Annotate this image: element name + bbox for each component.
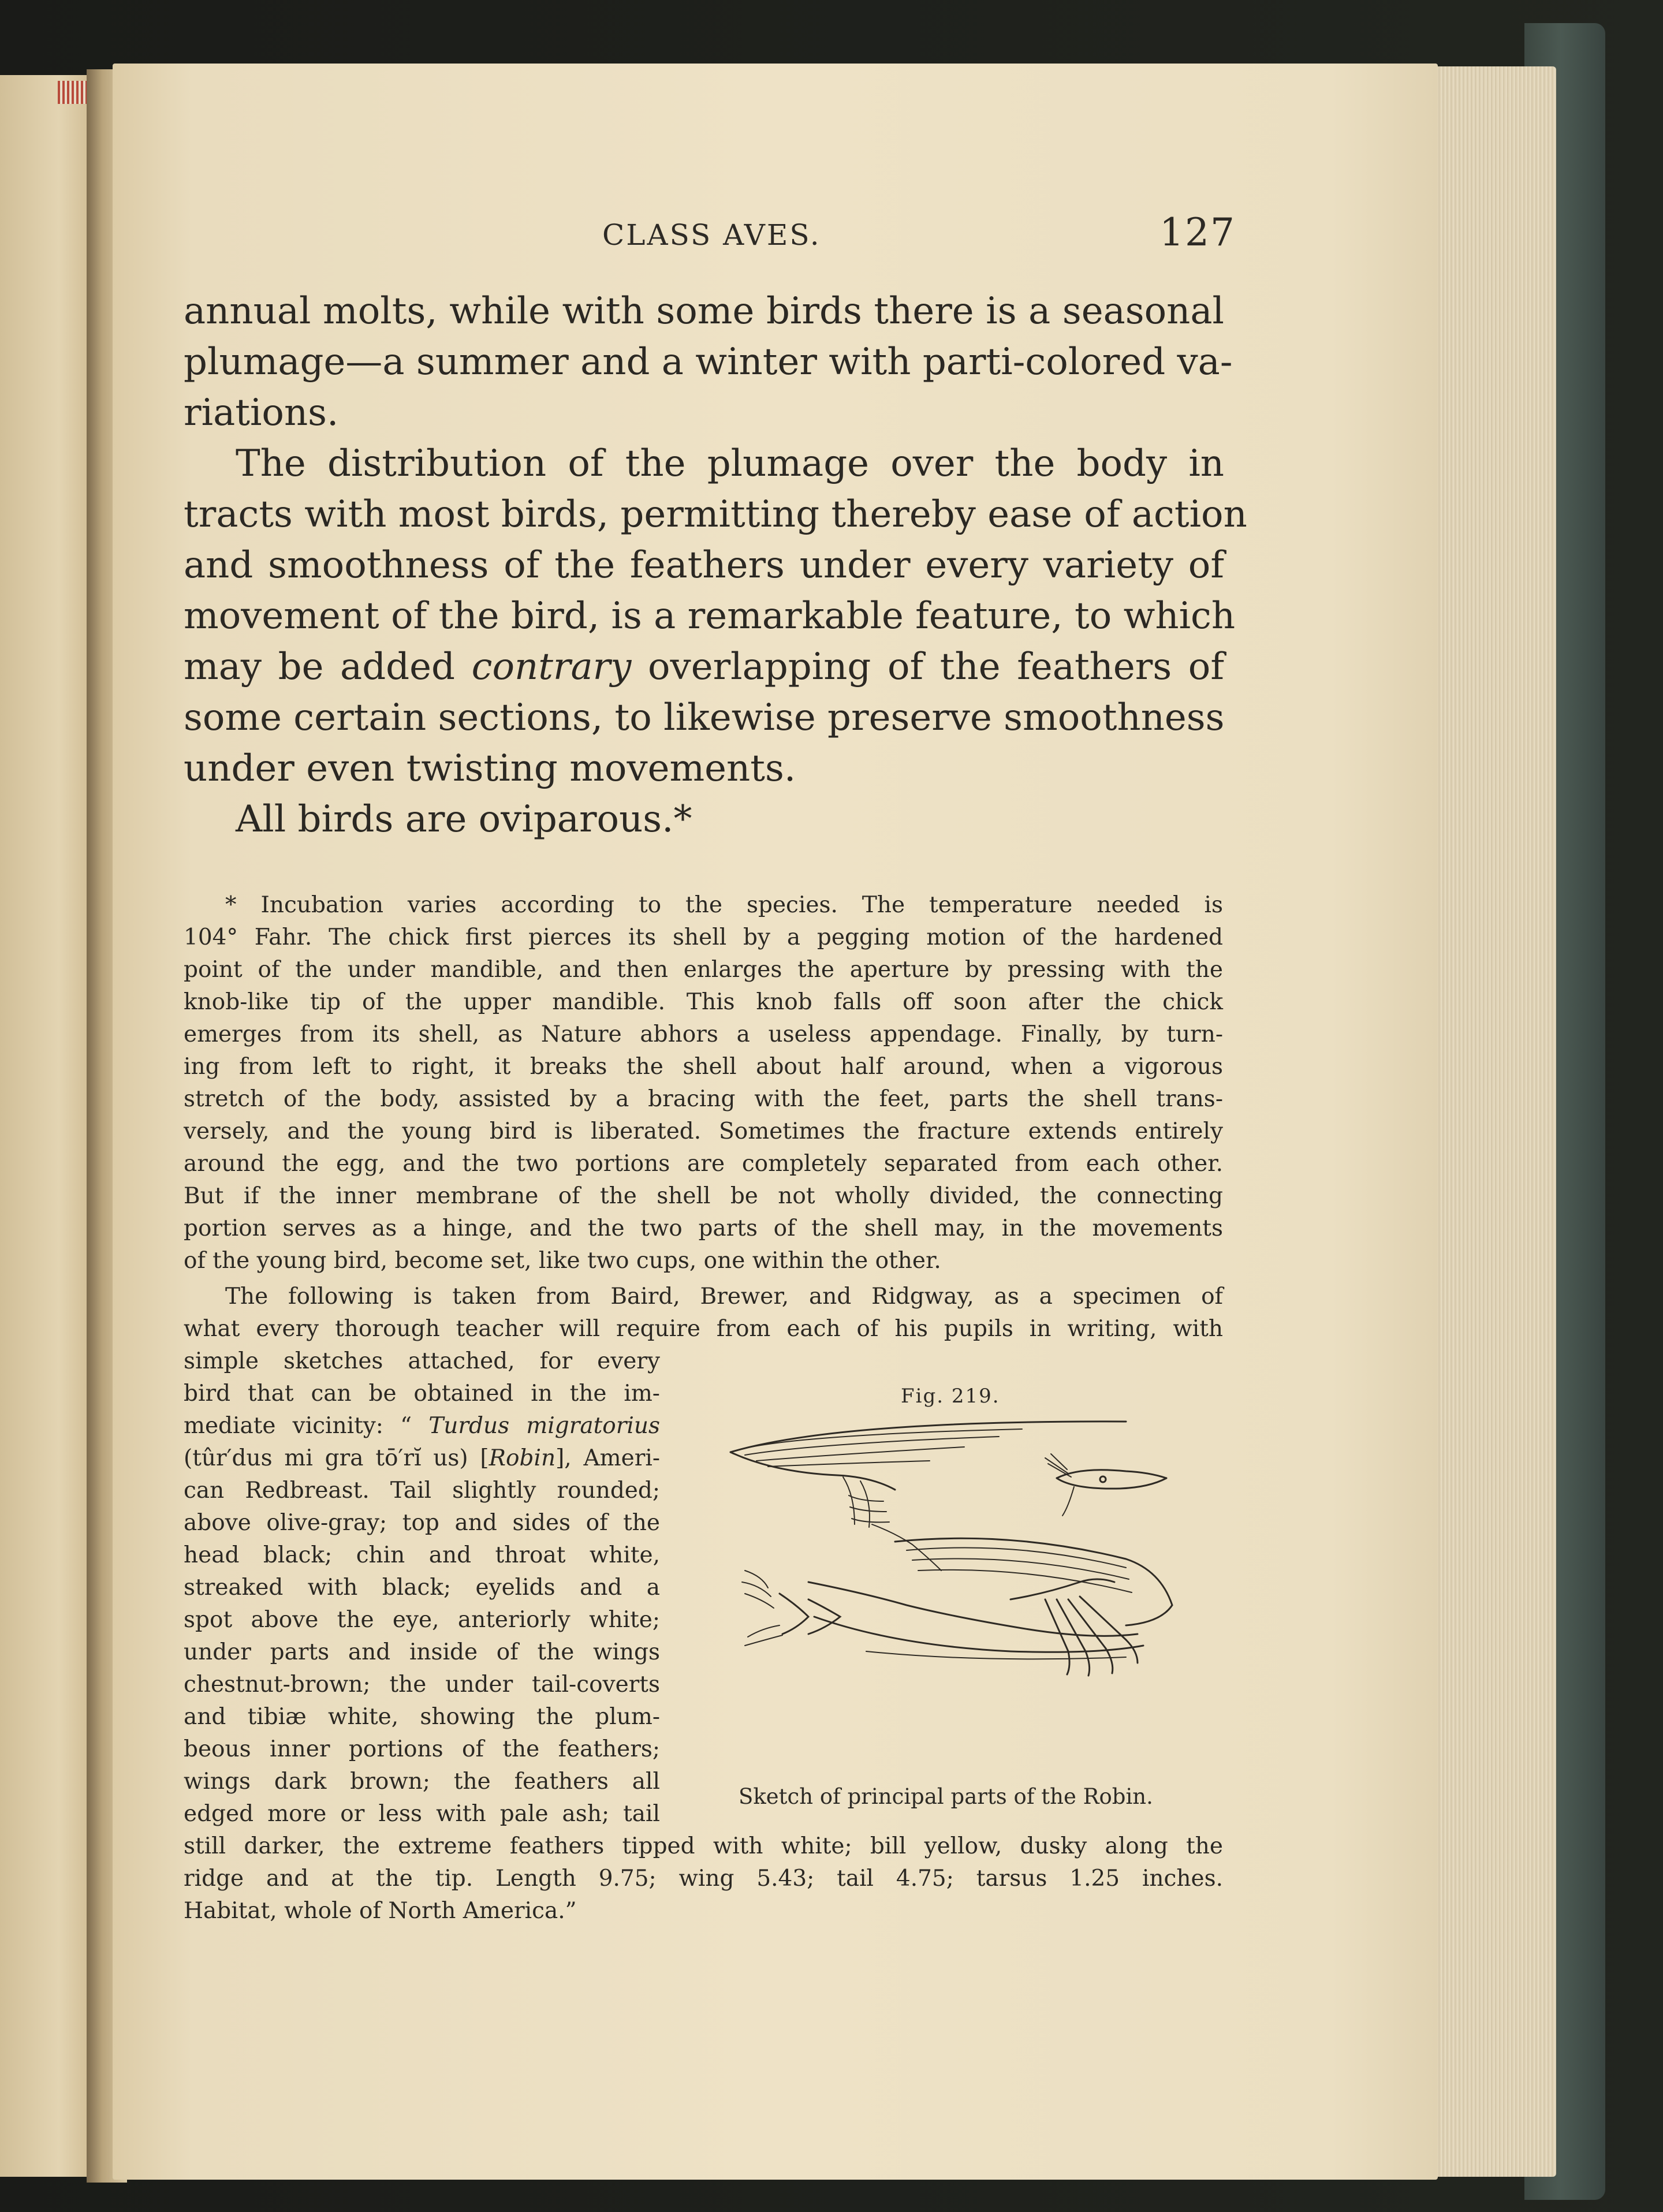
- footnote-line: above olive-gray; top and sides of the: [184, 1510, 660, 1536]
- footnote-line: stretch of the body, assisted by a bracing with the feet, parts the shell trans-: [184, 1086, 1223, 1112]
- footnote-line: under parts and inside of the wings: [184, 1639, 660, 1665]
- running-title: CLASS AVES.: [602, 218, 821, 252]
- text-span: mediate vicinity: “: [184, 1413, 429, 1439]
- footnote-line: still darker, the extreme feathers tipped with white; bill yellow, dusky along the: [184, 1833, 1223, 1859]
- italic-species: Turdus migratorius: [428, 1413, 660, 1439]
- body-line: plumage—a summer and a winter with parti-colored va-: [184, 341, 1233, 383]
- footnote-line: streaked with black; eyelids and a: [184, 1575, 660, 1601]
- body-line: [184, 641, 1224, 692]
- body-line: tracts with most birds, permitting thereby ease of action: [184, 493, 1247, 536]
- footnote-line: versely, and the young bird is liberated. Sometimes the fracture extends entirely: [184, 1118, 1223, 1144]
- facing-page: [0, 75, 98, 2177]
- body-line: and smoothness of the feathers under every variety of: [184, 544, 1224, 587]
- body-line: some certain sections, to likewise preserve smoothness: [184, 696, 1225, 739]
- footnote-line: The following is taken from Baird, Brewer, and Ridgway, as a specimen of: [225, 1284, 1223, 1310]
- footnote-line: head black; chin and throat white,: [184, 1542, 660, 1568]
- text-span: overlapping of the feathers of: [631, 646, 1225, 688]
- page-number: 127: [1159, 210, 1236, 255]
- footnote-line: ridge and at the tip. Length 9.75; wing 5.43; tail 4.75; tarsus 1.25 inches.: [184, 1866, 1223, 1892]
- body-line: annual molts, while with some birds there is a seasonal: [184, 290, 1224, 333]
- footnote-line: wings dark brown; the feathers all: [184, 1769, 660, 1795]
- italic-word: contrary: [471, 646, 632, 688]
- footnote-line: of the young bird, become set, like two cups, one within the other.: [184, 1248, 941, 1274]
- footnote-line: * Incubation varies according to the species. The temperature needed is: [225, 892, 1223, 918]
- footnote-line: beous inner portions of the feathers;: [184, 1736, 660, 1762]
- footnote-line: 104° Fahr. The chick first pierces its shell by a pegging motion of the hardened: [184, 924, 1223, 950]
- body-line: The distribution of the plumage over the body in: [236, 442, 1224, 485]
- footnote-line: [184, 1410, 660, 1442]
- footnote-line: can Redbreast. Tail slightly rounded;: [184, 1478, 660, 1504]
- robin-sketch-figure: [722, 1409, 1213, 1784]
- footnote-line: But if the inner membrane of the shell be not wholly divided, the connecting: [184, 1183, 1223, 1209]
- text-span: ], Ameri-: [555, 1445, 661, 1471]
- footnote-line: Habitat, whole of North America.”: [184, 1898, 577, 1924]
- text-span: (tûr′dus mi gra tō′rĭ us) [: [184, 1445, 489, 1471]
- figure-caption: Sketch of principal parts of the Robin.: [739, 1784, 1153, 1809]
- footnote-line: portion serves as a hinge, and the two parts of the shell may, in the movements: [184, 1215, 1223, 1241]
- footnote-line: emerges from its shell, as Nature abhors a useless appendage. Finally, by turn-: [184, 1021, 1223, 1047]
- footnote-line: around the egg, and the two portions are completely separated from each other.: [184, 1151, 1223, 1177]
- footnote-line: knob-like tip of the upper mandible. This knob falls off soon after the chick: [184, 989, 1223, 1015]
- footnote-line: ing from left to right, it breaks the shell about half around, when a vigorous: [184, 1054, 1223, 1080]
- footnote-line: edged more or less with pale ash; tail: [184, 1801, 660, 1827]
- footnote-line: and tibiæ white, showing the plum-: [184, 1704, 660, 1730]
- body-line: under even twisting movements.: [184, 747, 796, 790]
- footnote-line: chestnut-brown; the under tail-coverts: [184, 1672, 660, 1698]
- page-edges: [1432, 66, 1556, 2177]
- footnote-line: [184, 1442, 660, 1475]
- figure-label: Fig. 219.: [901, 1385, 1000, 1408]
- footnote-line: spot above the eye, anteriorly white;: [184, 1607, 660, 1633]
- footnote-line: simple sketches attached, for every: [184, 1348, 660, 1374]
- footnote-line: point of the under mandible, and then enlarges the aperture by pressing with the: [184, 957, 1223, 983]
- italic-word: Robin: [489, 1445, 556, 1471]
- body-line: movement of the bird, is a remarkable feature, to which: [184, 595, 1236, 637]
- text-span: may be added: [184, 646, 472, 688]
- footnote-line: bird that can be obtained in the im-: [184, 1381, 660, 1407]
- footnote-line: what every thorough teacher will require from each of his pupils in writing, with: [184, 1316, 1223, 1342]
- body-line: riations.: [184, 391, 339, 434]
- body-line: All birds are oviparous.*: [236, 798, 692, 841]
